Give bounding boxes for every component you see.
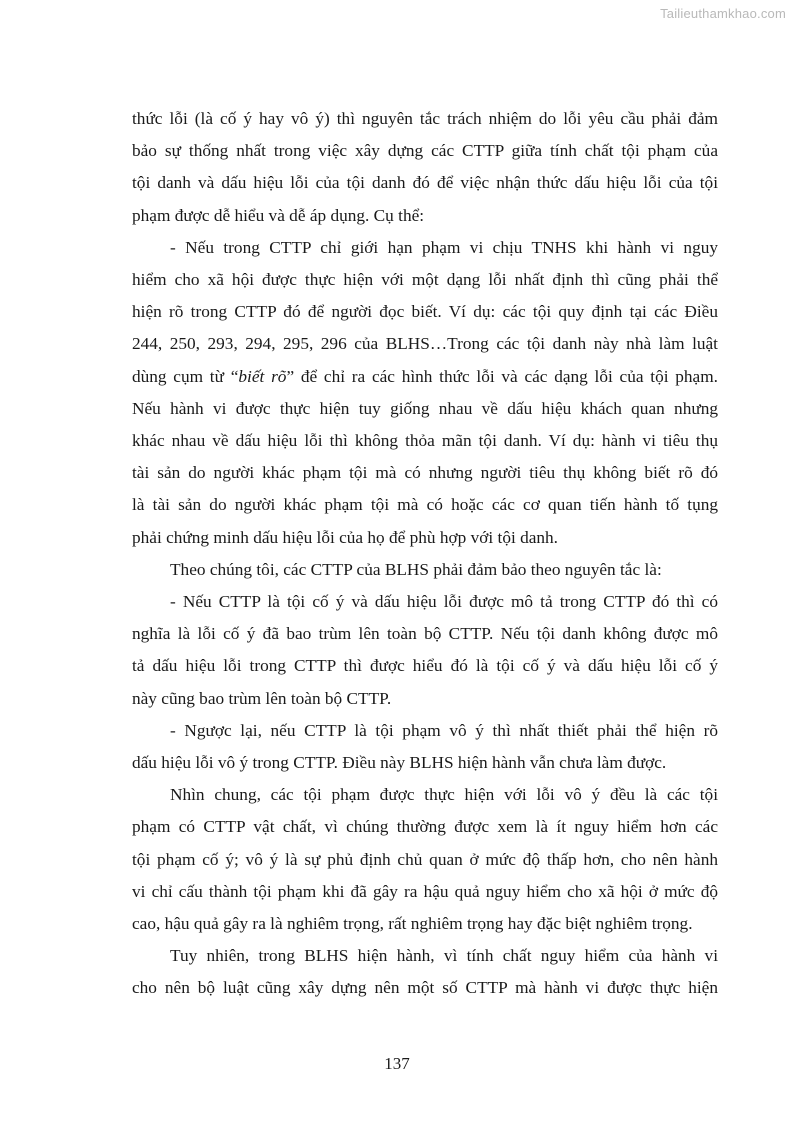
text-line: phạm được dễ hiểu và dễ áp dụng. Cụ thể: [132,205,425,225]
text-line: 244, 250, 293, 294, 295, 296 của BLHS…Trong các tội danh này nhà làm luật [132,334,718,354]
page-body [132,103,718,1005]
text-line: tài sản do người khác phạm tội mà có nhưng người tiêu thụ không biết rõ đó [132,463,718,483]
text-line: tội danh và dấu hiệu lỗi của tội danh đó để việc nhận thức dấu hiệu lỗi của tội [132,173,718,193]
page-number: 137 [384,1054,410,1073]
text-line: thức lỗi (là cố ý hay vô ý) thì nguyên tắc trách nhiệm do lỗi yêu cầu phải đảm [132,109,718,128]
text-line: tội phạm cố ý; vô ý là sự phủ định chủ quan ở mức độ thấp hơn, cho nên hành [132,849,718,869]
text-line: Tuy nhiên, trong BLHS hiện hành, vì tính chất nguy hiểm của hành vi [170,946,718,966]
text-line: này cũng bao trùm lên toàn bộ CTTP. [132,688,392,708]
text-line: hiện rõ trong CTTP đó để người đọc biết. Ví dụ: các tội quy định tại các Điều [132,302,718,322]
text-line: nghĩa là lỗi cố ý đã bao trùm lên toàn bộ CTTP. Nếu tội danh không được mô [132,624,718,644]
text-line: Theo chúng tôi, các CTTP của BLHS phải đảm bảo theo nguyên tắc là: [170,559,662,579]
text-line: Nhìn chung, các tội phạm được thực hiện với lỗi vô ý đều là các tội [170,785,718,805]
text-line [132,361,718,393]
text-line: khác nhau về dấu hiệu lỗi thì không thỏa mãn tội danh. Ví dụ: hành vi tiêu thụ [132,431,718,451]
text-line: phải chứng minh dấu hiệu lỗi của họ để phù hợp với tội danh. [132,527,558,547]
text-line: cho nên bộ luật cũng xây dựng nên một số CTTP mà hành vi được thực hiện [132,978,718,998]
text-line: phạm có CTTP vật chất, vì chúng thường được xem là ít nguy hiểm hơn các [132,817,718,837]
text-line: vi chỉ cấu thành tội phạm khi đã gây ra hậu quả nguy hiểm cho xã hội ở mức độ [132,881,718,901]
text-line: bảo sự thống nhất trong việc xây dựng các CTTP giữa tính chất tội phạm của [132,141,718,161]
italic-term: biết rõ [238,366,287,386]
text-line: tả dấu hiệu lỗi trong CTTP thì được hiểu đó là tội cố ý và dấu hiệu lỗi cố ý [132,656,718,676]
text-line: cao, hậu quả gây ra là nghiêm trọng, rất nghiêm trọng hay đặc biệt nghiêm trọng. [132,914,693,934]
text-segment: ” để chỉ ra các hình thức lỗi và các dạng lỗi của tội phạm. [286,366,718,386]
text-line: dấu hiệu lỗi vô ý trong CTTP. Điều này BLHS hiện hành vẫn chưa làm được. [132,753,667,773]
text-line: - Ngược lại, nếu CTTP là tội phạm vô ý thì nhất thiết phải thể hiện rõ [170,720,718,740]
text-line: - Nếu trong CTTP chỉ giới hạn phạm vi chịu TNHS khi hành vi nguy [170,237,718,257]
text-line: Nếu hành vi được thực hiện tuy giống nhau về dấu hiệu khách quan nhưng [132,398,718,418]
text-segment: dùng cụm từ “ [132,366,239,386]
text-line: là tài sản do người khác phạm tội mà có hoặc các cơ quan tiến hành tố tụng [132,495,718,515]
text-line: - Nếu CTTP là tội cố ý và dấu hiệu lỗi được mô tả trong CTTP đó thì có [170,592,718,612]
watermark: Tailieuthamkhao.com [660,6,786,21]
text-line: hiểm cho xã hội được thực hiện với một dạng lỗi nhất định thì cũng phải thể [132,270,718,290]
